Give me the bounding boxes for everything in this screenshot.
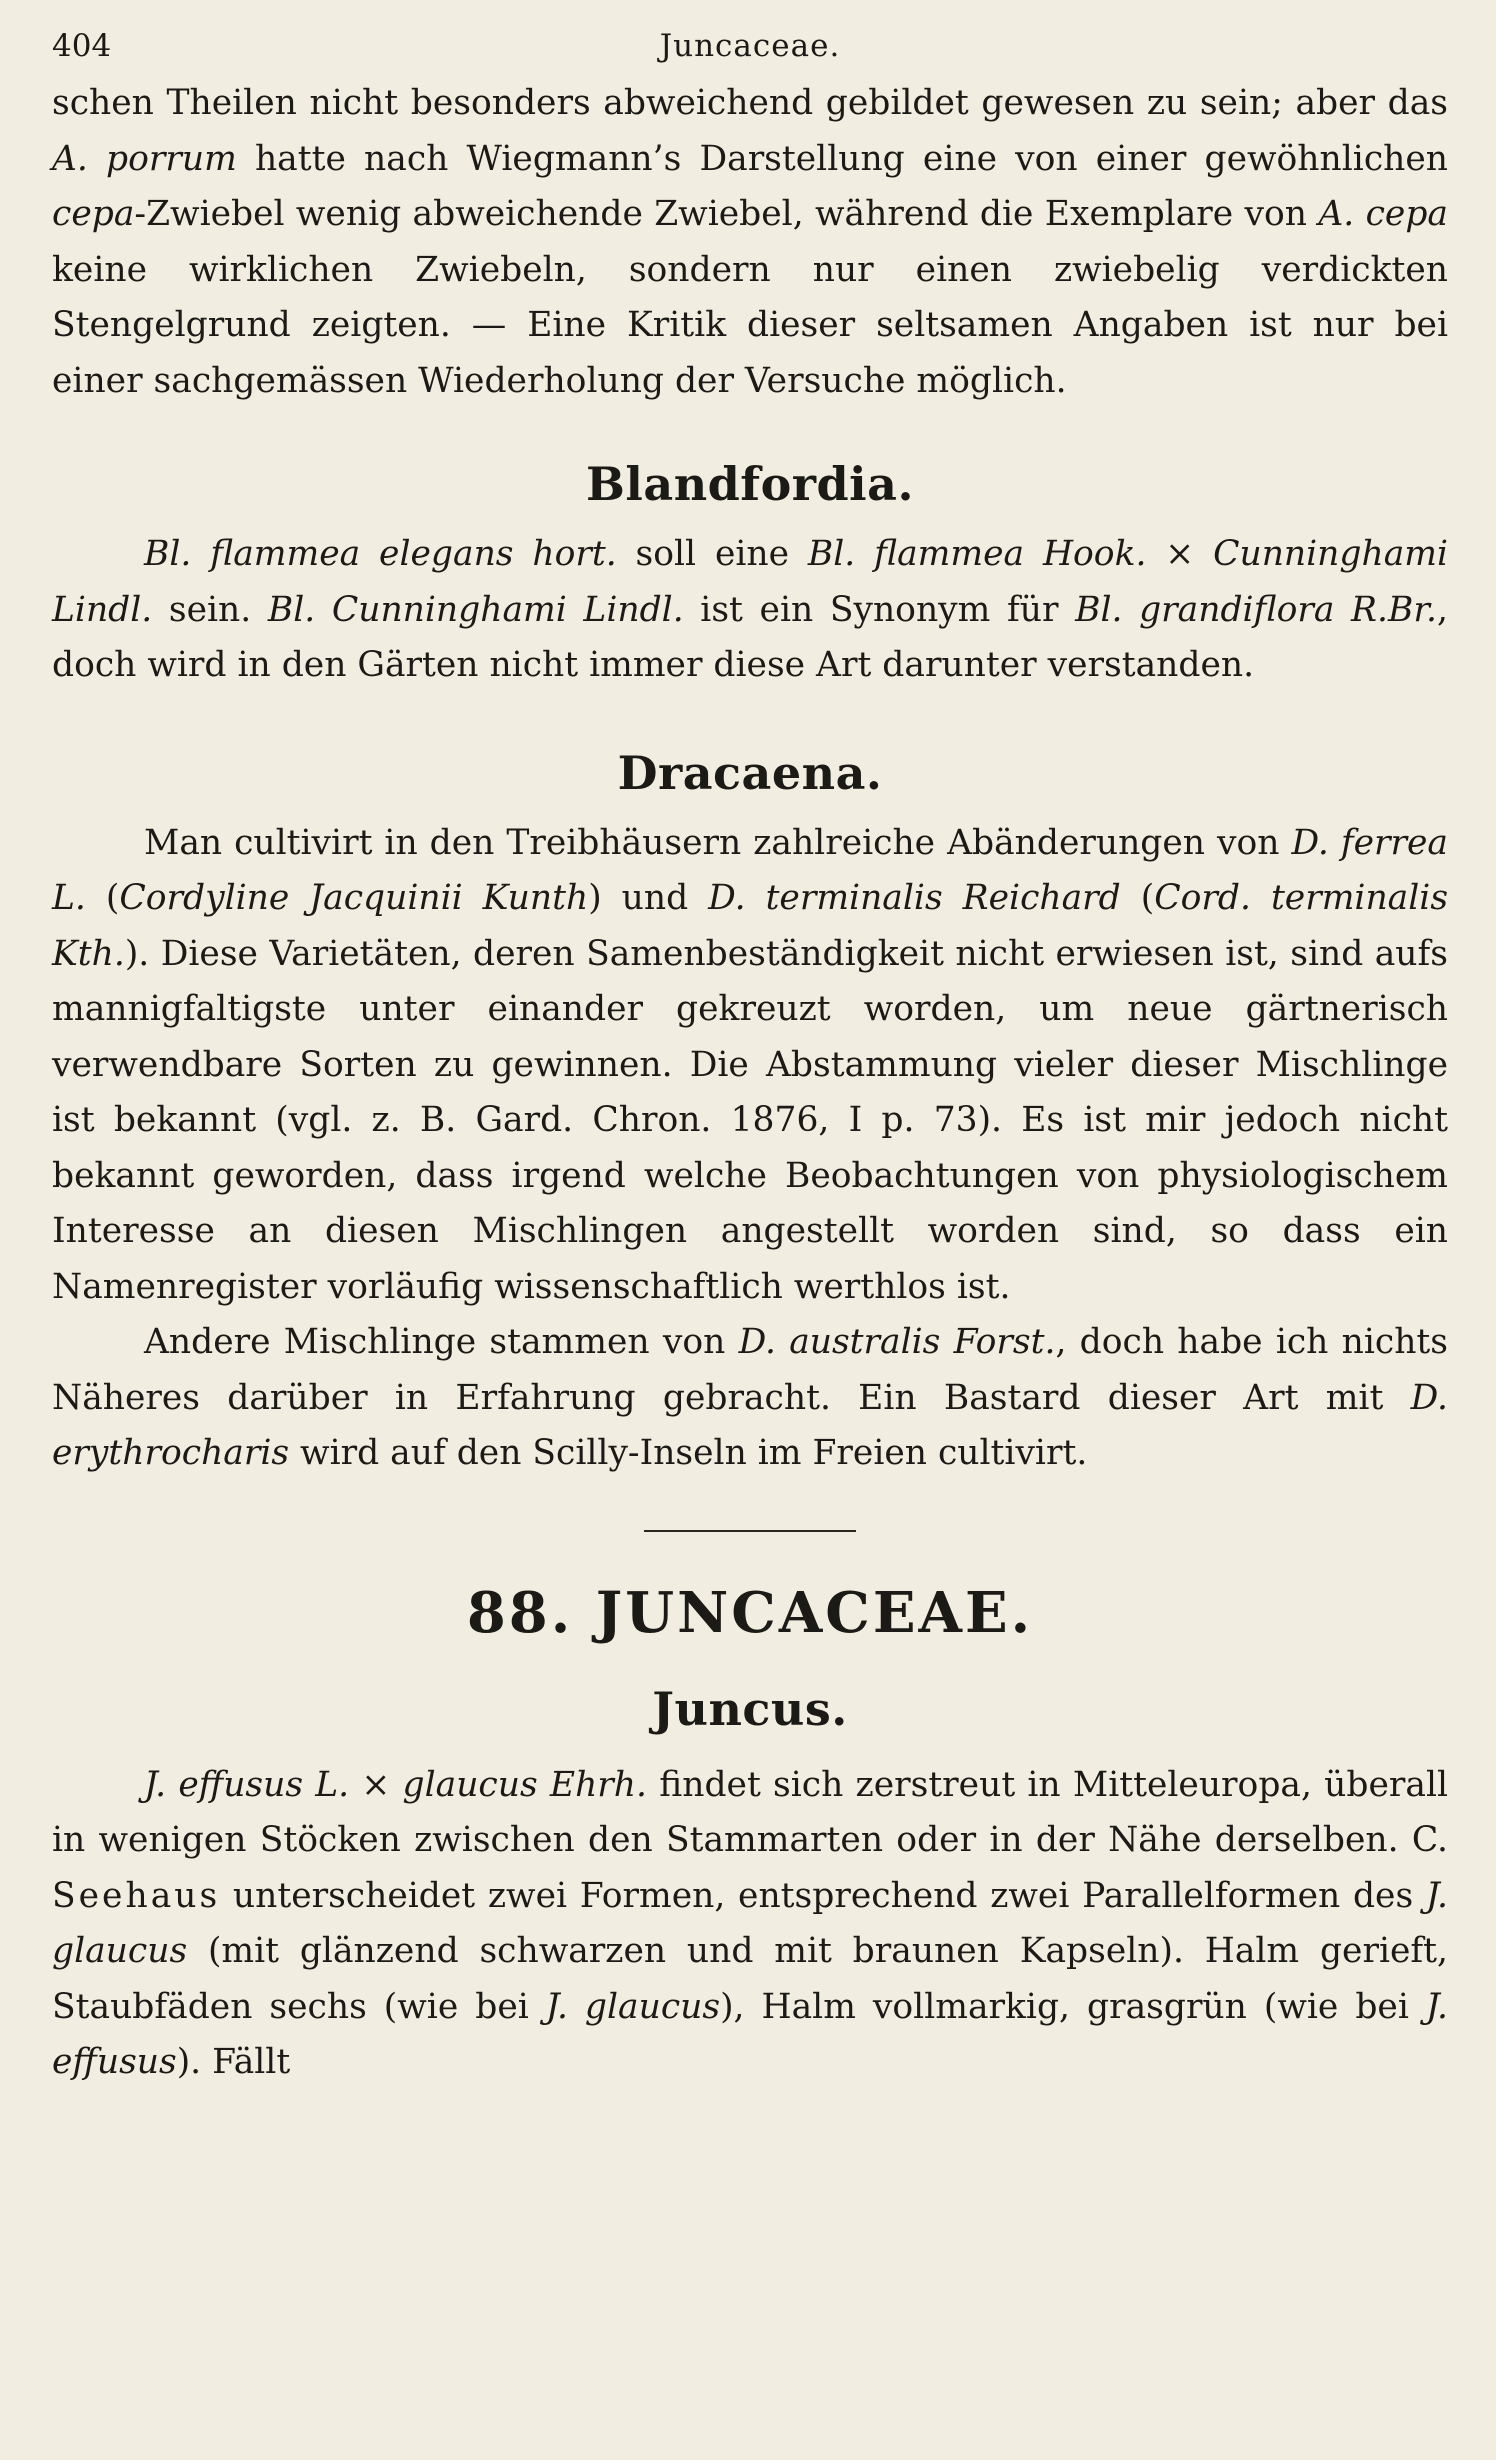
genus-heading-blandfordia: Blandfordia. xyxy=(586,457,914,511)
genus-heading-juncus: Juncus. xyxy=(652,1681,848,1736)
genus-heading-dracaena: Dracaena. xyxy=(617,745,883,800)
intro-paragraph: schen Theilen nicht besonders abweichend gebildet gewesen zu sein; aber das A. porrum hatte nach Wiegmann’s Darstellung eine von einer gewöhnlichen cepa-Zwiebel wenig abweichende Zwiebel, während die Exemplare von A. cepa keine wirklichen Zwiebeln, sondern nur einen zwiebelig verdickten Stengelgrund zeigten. — Eine Kritik dieser seltsamen Angaben ist nur bei einer sachgemässen Wiederholung der Versuche möglich. xyxy=(52,83,1448,401)
running-header xyxy=(52,28,1448,76)
family-heading: 88. JUNCACEAE. xyxy=(466,1579,1034,1646)
blandfordia-paragraph: Bl. flammea elegans hort. soll eine Bl. flammea Hook. × Cunninghami Lindl. sein. Bl. Cunninghami Lindl. ist ein Synonym für Bl. grandiflora R.Br., doch wird in den Gärten nicht immer diese Art darunter verstanden. xyxy=(52,534,1449,685)
juncus-paragraph: J. effusus L. × glaucus Ehrh. findet sich zerstreut in Mitteleuropa, überall in wenigen Stöcken zwischen den Stammarten oder in der Nähe derselben. C. Seehaus unterscheidet zwei Formen, entsprechend zwei Parallelformen des J. glaucus (mit glänzend schwarzen und mit braunen Kapseln). Halm gerieft, Staubfäden sechs (wie bei J. glaucus), Halm vollmarkig, grasgrün (wie bei J. effusus). Fällt xyxy=(52,1764,1449,2082)
section-divider xyxy=(644,1530,856,1532)
dracaena-paragraph-1: Man cultivirt in den Treibhäusern zahlreiche Abänderungen von D. ferrea L. (Cordyline Jacquinii Kunth) und D. terminalis Reichard (Cord. terminalis Kth.). Diese Varietäten, deren Samenbeständigkeit nicht erwiesen ist, sind aufs mannigfaltigste unter einander gekreuzt worden, um neue gärtnerisch verwendbare Sorten zu gewinnen. Die Abstammung vieler dieser Mischlinge ist bekannt (vgl. z. B. Gard. Chron. 1876, I p. 73). Es ist mir jedoch nicht bekannt geworden, dass irgend welche Beobachtungen von physiologischem Interesse an diesen Mischlingen angestellt worden sind, so dass ein Namenregister vorläufig wissenschaftlich werthlos ist. xyxy=(52,822,1449,1307)
dracaena-paragraph-2: Andere Mischlinge stammen von D. australis Forst., doch habe ich nichts Näheres darüber in Erfahrung gebracht. Ein Bastard dieser Art mit D. erythrocharis wird auf den Scilly-Inseln im Freien cultivirt. xyxy=(52,1322,1448,1473)
running-title: Juncaceae. xyxy=(659,28,841,64)
page-number: 404 xyxy=(52,28,112,64)
